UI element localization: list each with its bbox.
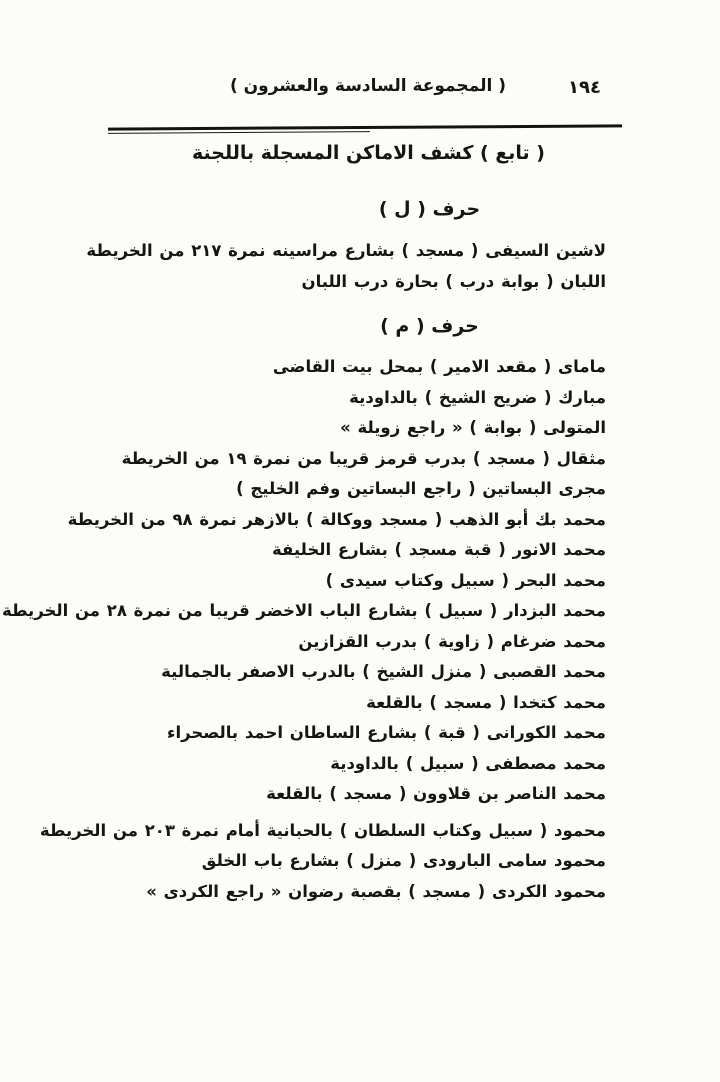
entry-line: محمد مصطفى ( سبيل ) بالداودية: [330, 753, 606, 773]
section-heading-mim: حرف ( م ): [380, 315, 479, 337]
page-title: ( تابع ) كشف الاماكن المسجلة باللجنة: [192, 142, 545, 164]
entry-line: محمد البحر ( سبيل وكتاب سيدى ): [325, 570, 606, 590]
entry-line: لاشين السيفى ( مسجد ) بشارع مراسينه نمرة ٢١٧ من الخريطة: [86, 241, 606, 260]
entry-line: ماماى ( مقعد الامير ) بمحل بيت القاضى: [272, 357, 606, 376]
entry-line: محمد كتخدا ( مسجد ) بالقلعة: [366, 692, 606, 712]
entry-line: مبارك ( ضريح الشيخ ) بالداودية: [349, 387, 606, 407]
entry-line: محمد الانور ( قبة مسجد ) بشارع الخليفة: [272, 540, 606, 559]
journal-header-title: ( المجموعة السادسة والعشرون ): [229, 76, 506, 96]
entry-line: محمد ضرغام ( زاوية ) بدرب القزازين: [298, 631, 606, 651]
entry-line: محمود ( سبيل وكتاب السلطان ) بالحبانية أمام نمرة ٢٠٣ من الخريطة: [39, 820, 606, 840]
entry-line: محمود الكردى ( مسجد ) بقصبة رضوان « راجع الكردى »: [146, 881, 606, 901]
entries-list: [1, 194, 606, 907]
entry-line: مثقال ( مسجد ) بدرب قرمز قريبا من نمرة ١٩ من الخريطة: [121, 448, 606, 468]
section-heading-lam: حرف ( ل ): [378, 198, 481, 220]
entry-line: محمد الكورانى ( قبة ) بشارع الساطان احمد بالصحراء: [167, 723, 606, 742]
entry-line: محمد بك أبو الذهب ( مسجد ووكالة ) بالازهر نمرة ٩٨ من الخريطة: [67, 509, 606, 529]
page-number: ١٩٤: [568, 77, 601, 98]
entry-line: محمود سامى البارودى ( منزل ) بشارع باب الخلق: [201, 851, 606, 870]
entry-line: محمد البزدار ( سبيل ) بشارع الباب الاخضر قريبا من نمرة ٢٨ من الخريطة: [1, 601, 606, 620]
entry-line: مجرى البساتين ( راجع البساتين وفم الخليج ): [236, 479, 606, 498]
header-divider-rule: [108, 124, 622, 130]
entry-line: المتولى ( بوابة ) « راجع زويلة »: [340, 418, 606, 437]
entry-line: اللبان ( بوابة درب ) بحارة درب اللبان: [301, 271, 606, 291]
entry-line: محمد الناصر بن قلاوون ( مسجد ) بالقلعة: [266, 784, 606, 803]
header-divider-rule-secondary: [108, 131, 370, 134]
entry-line: محمد القصبى ( منزل الشيخ ) بالدرب الاصفر بالجمالية: [161, 662, 606, 681]
